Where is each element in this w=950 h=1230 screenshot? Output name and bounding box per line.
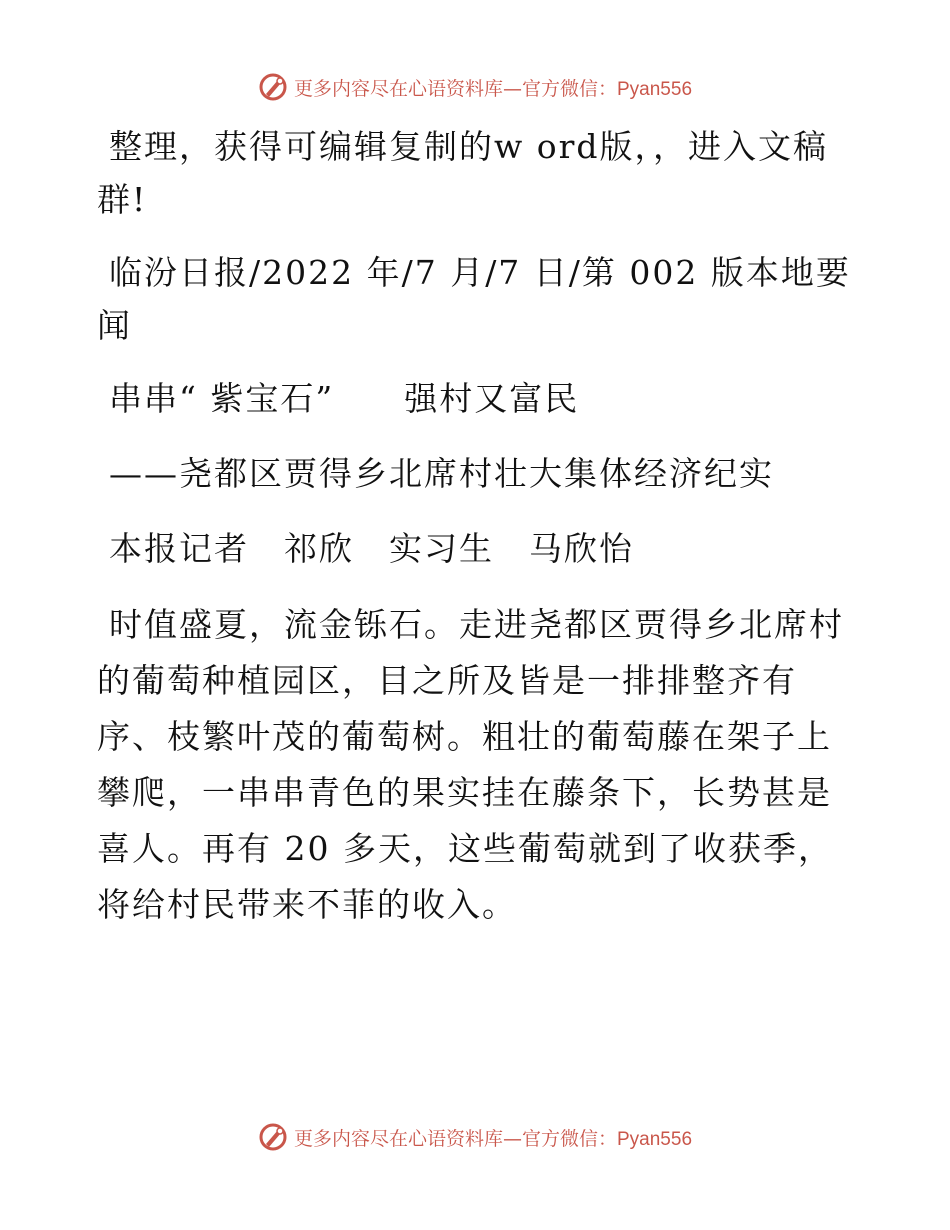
pen-logo-icon: [258, 72, 288, 102]
intro-paragraph: 整理，获得可编辑复制的w ord版，，进入文稿群!: [97, 127, 829, 219]
document-body: [97, 120, 857, 953]
watermark-text: [294, 74, 692, 101]
watermark-label: 更多内容尽在心语资料库—官方微信：: [293, 1127, 617, 1150]
body-paragraph: 时值盛夏，流金铄石。走进尧都区贾得乡北席村的葡萄种植园区，目之所及皆是一排排整齐有序、枝繁叶茂的葡萄树。粗壮的葡萄藤在架子上攀爬，一串串青色的果实挂在藤条下，长势甚是喜人。再有 20 多天，这些葡萄就到了收获季，将给村民带来不菲的收入。: [97, 605, 844, 924]
footer-watermark: [0, 1122, 950, 1152]
watermark-id: Pyan556: [617, 78, 693, 100]
headline: 串串“ 紫宝石” 强村又富民: [109, 379, 580, 418]
watermark-label: 更多内容尽在心语资料库—官方微信：: [293, 77, 617, 100]
header-watermark: [0, 72, 950, 102]
subtitle: ——尧都区贾得乡北席村壮大集体经济纪实: [109, 454, 774, 493]
pen-logo-icon: [258, 1122, 288, 1152]
watermark-id: Pyan556: [617, 1128, 693, 1150]
watermark-text: [294, 1124, 692, 1151]
source-line: 临汾日报/2022 年/7 月/7 日/第 002 版本地要闻: [97, 253, 851, 345]
byline: 本报记者 祁欣 实习生 马欣怡: [109, 529, 634, 568]
